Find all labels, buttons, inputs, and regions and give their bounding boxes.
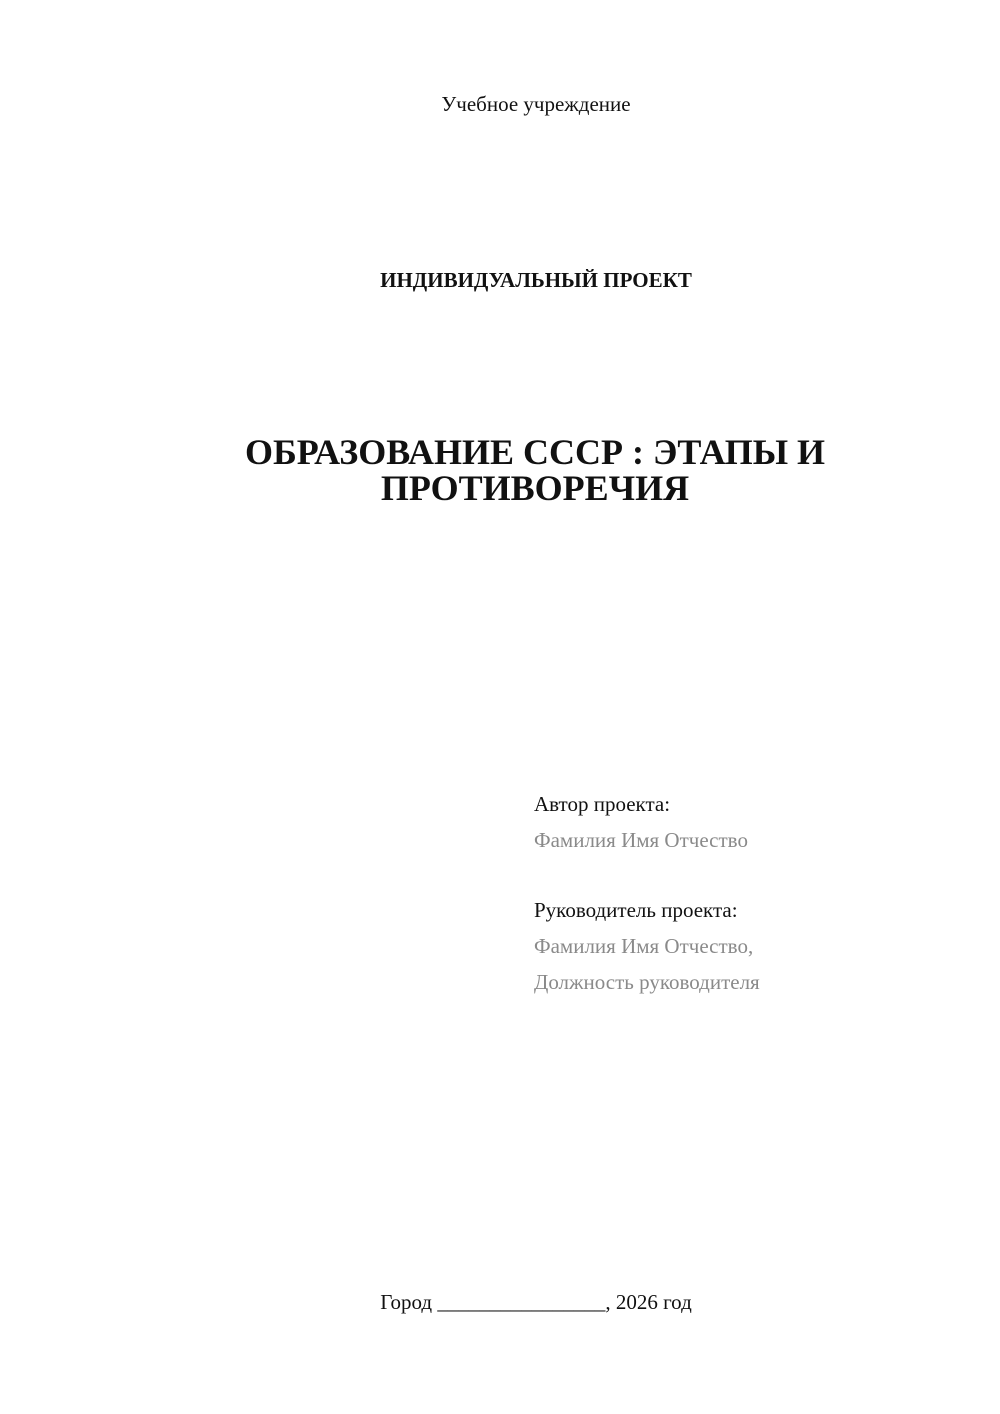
footer-year: , 2026 год (605, 1290, 692, 1314)
supervisor-label: Руководитель проекта: (534, 898, 738, 922)
footer-city: Город (380, 1290, 433, 1314)
project-title (180, 434, 890, 506)
supervisor-name: Фамилия Имя Отчество, (534, 934, 754, 958)
supervisor-block (534, 892, 760, 1000)
footer-blank-line: ________________ (437, 1290, 606, 1314)
project-title-line-1: ОБРАЗОВАНИЕ СССР : ЭТАПЫ И (244, 432, 826, 472)
footer-city-year (0, 1290, 1000, 1315)
author-block (534, 786, 748, 858)
author-name: Фамилия Имя Отчество (534, 828, 748, 852)
project-title-line-2: ПРОТИВОРЕЧИЯ (380, 468, 690, 508)
author-label: Автор проекта: (534, 792, 671, 816)
supervisor-position: Должность руководителя (534, 970, 760, 994)
institution-name: Учебное учреждение (441, 92, 631, 116)
document-type: ИНДИВИДУАЛЬНЫЙ ПРОЕКТ (380, 268, 692, 292)
